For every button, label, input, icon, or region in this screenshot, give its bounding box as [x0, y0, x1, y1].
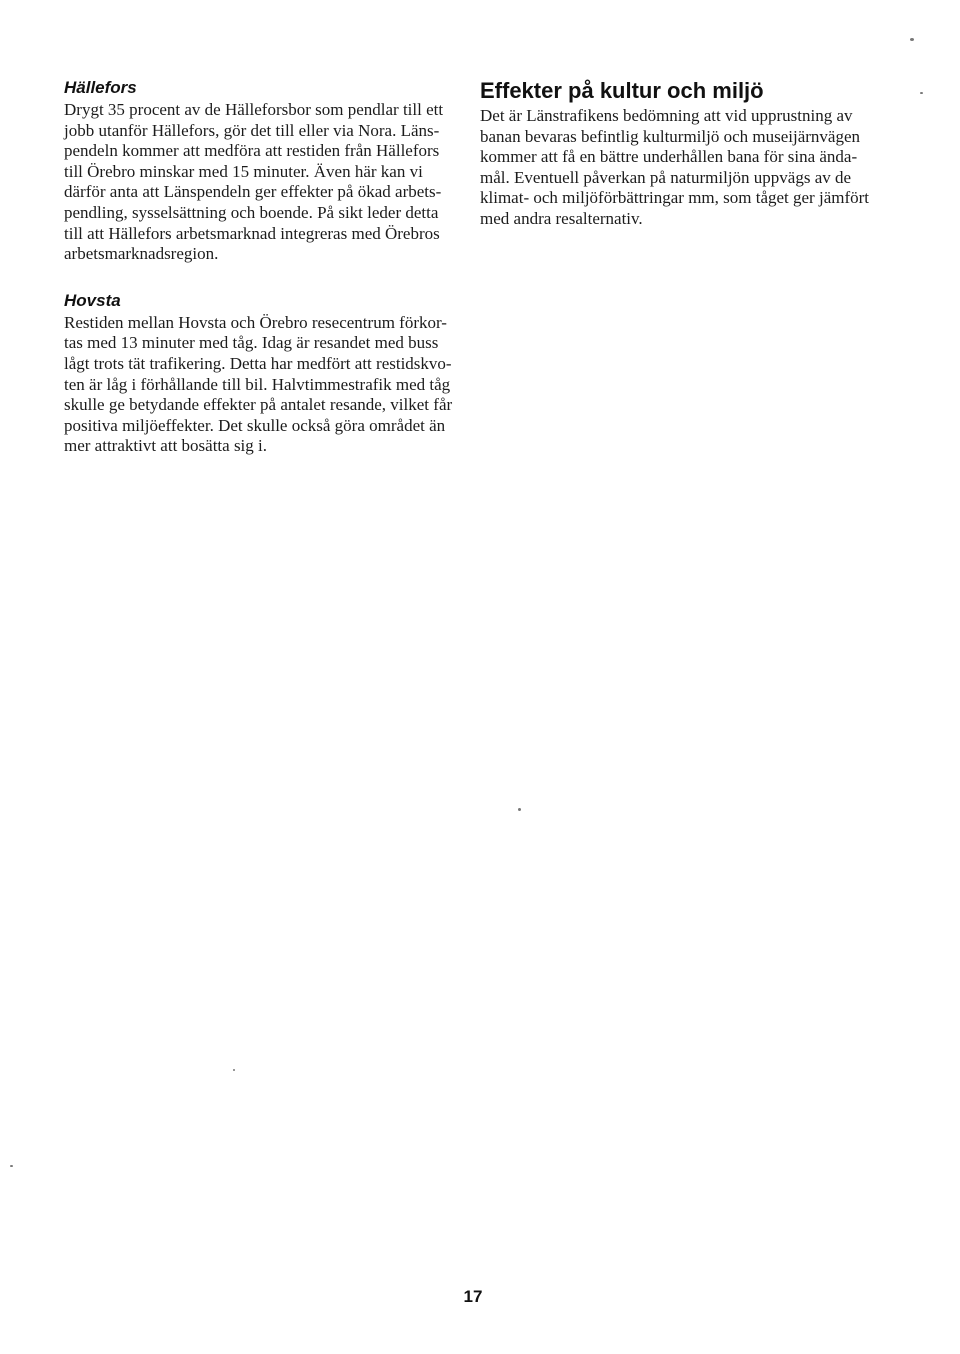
page-number: 17 [463, 1287, 483, 1306]
scan-speck [920, 92, 923, 94]
section-paragraph-hallefors: Drygt 35 procent av de Hälleforsbor som pendlar till ett jobb utanför Hällefors, gör det till eller via Nora. Läns- pendeln kommer att medföra att restiden från Hällefors till Örebro minskar med 15 minuter. Även här kan vi därför anta att Länspendeln ger effekter på ökad arbets- pendling, sysselsättning och boende. På sikt leder detta till att Hällefors arbetsmarknad integreras med Örebros arbetsmarknadsregion. [64, 100, 444, 264]
section-heading-hallefors: Hällefors [64, 78, 137, 97]
right-column [480, 78, 880, 230]
scan-speck [10, 1165, 13, 1167]
section-paragraph-hovsta: Restiden mellan Hovsta och Örebro resecentrum förkor- tas med 13 minuter med tåg. Idag är resandet med buss lågt trots tät trafikering. Detta har medfört att restidskvo- ten är låg i förhållande till bil. Halvtimmestrafik med tåg skulle ge betydande effekter på antalet resande, vilket får positiva miljöeffekter. Det skulle också göra området än mer attraktivt att bosätta sig i. [64, 312, 453, 456]
section-paragraph-kultur-miljo: Det är Länstrafikens bedömning att vid upprustning av banan bevaras befintlig kulturmiljö och museijärnvägen kommer att få en bättre underhållen bana för sina ända- mål. Eventuell påverkan på naturmiljön uppvägs av de klimat- och miljöförbättringar mm, som tåget ger jämfört med andra resalternativ. [480, 106, 870, 228]
scan-speck [233, 1069, 235, 1071]
left-column [64, 78, 464, 457]
section-heading-kultur-miljo: Effekter på kultur och miljö [480, 78, 764, 103]
section-heading-hovsta: Hovsta [64, 290, 121, 310]
scan-speck [910, 38, 914, 41]
section-gap [64, 265, 464, 291]
scan-speck [518, 808, 521, 811]
